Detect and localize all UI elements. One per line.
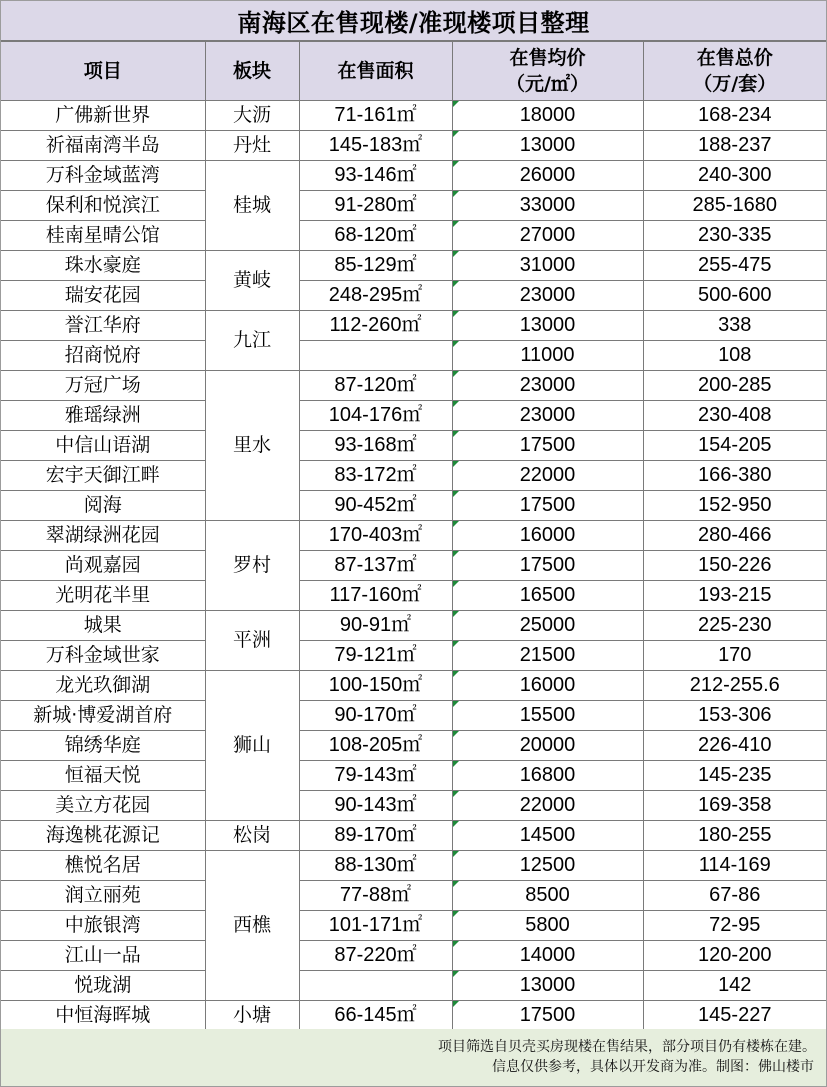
cell-project: 祈福南湾半岛 <box>1 131 205 161</box>
cell-area: 108-205㎡ <box>299 731 452 761</box>
cell-total-price: 338 <box>643 311 826 341</box>
cell-total-price: 230-408 <box>643 401 826 431</box>
cell-total-price: 114-169 <box>643 851 826 881</box>
cell-avg-price: 15500 <box>452 701 643 731</box>
projects-table <box>1 41 826 1031</box>
cell-area: 87-120㎡ <box>299 371 452 401</box>
cell-avg-price: 22000 <box>452 461 643 491</box>
cell-block: 黄岐 <box>205 251 299 311</box>
cell-project: 万科金域世家 <box>1 641 205 671</box>
table-row <box>1 251 826 281</box>
cell-area: 90-170㎡ <box>299 701 452 731</box>
cell-total-price: 169-358 <box>643 791 826 821</box>
cell-avg-price: 17500 <box>452 431 643 461</box>
cell-avg-price: 23000 <box>452 371 643 401</box>
cell-project: 锦绣华庭 <box>1 731 205 761</box>
table-row <box>1 881 826 911</box>
table-row <box>1 161 826 191</box>
cell-total-price: 225-230 <box>643 611 826 641</box>
table-row <box>1 221 826 251</box>
cell-total-price: 193-215 <box>643 581 826 611</box>
cell-avg-price: 16000 <box>452 671 643 701</box>
cell-block: 松岗 <box>205 821 299 851</box>
cell-avg-price: 13000 <box>452 131 643 161</box>
cell-area: 90-91㎡ <box>299 611 452 641</box>
cell-area: 91-280㎡ <box>299 191 452 221</box>
table-row <box>1 671 826 701</box>
cell-project: 中旅银湾 <box>1 911 205 941</box>
cell-total-price: 200-285 <box>643 371 826 401</box>
cell-total-price: 154-205 <box>643 431 826 461</box>
table-row <box>1 461 826 491</box>
cell-avg-price: 17500 <box>452 1001 643 1031</box>
cell-total-price: 226-410 <box>643 731 826 761</box>
cell-avg-price: 14000 <box>452 941 643 971</box>
cell-avg-price: 31000 <box>452 251 643 281</box>
cell-avg-price: 26000 <box>452 161 643 191</box>
header-area: 在售面积 <box>299 42 452 101</box>
cell-block: 平洲 <box>205 611 299 671</box>
cell-project: 樵悦名居 <box>1 851 205 881</box>
table-row <box>1 101 826 131</box>
cell-avg-price: 16800 <box>452 761 643 791</box>
cell-total-price: 67-86 <box>643 881 826 911</box>
cell-avg-price: 23000 <box>452 401 643 431</box>
header-total-price <box>643 42 826 101</box>
cell-total-price: 150-226 <box>643 551 826 581</box>
header-block: 板块 <box>205 42 299 101</box>
cell-project: 招商悦府 <box>1 341 205 371</box>
cell-area: 83-172㎡ <box>299 461 452 491</box>
cell-avg-price: 14500 <box>452 821 643 851</box>
table-row <box>1 581 826 611</box>
table-row <box>1 911 826 941</box>
cell-area: 79-143㎡ <box>299 761 452 791</box>
table-row <box>1 431 826 461</box>
header-total-price-line2: （万/套） <box>693 73 777 95</box>
table-header-row <box>1 42 826 101</box>
cell-area: 88-130㎡ <box>299 851 452 881</box>
table-row <box>1 401 826 431</box>
footer-line-2: 信息仅供参考，具体以开发商为准。制图：佛山楼市 <box>492 1059 814 1075</box>
cell-project: 江山一品 <box>1 941 205 971</box>
cell-project: 珠水豪庭 <box>1 251 205 281</box>
cell-area: 90-143㎡ <box>299 791 452 821</box>
header-project: 项目 <box>1 42 205 101</box>
cell-avg-price: 20000 <box>452 731 643 761</box>
cell-total-price: 285-1680 <box>643 191 826 221</box>
header-total-price-line1: 在售总价 <box>696 47 773 69</box>
cell-area: 101-171㎡ <box>299 911 452 941</box>
cell-total-price: 212-255.6 <box>643 671 826 701</box>
cell-area: 93-146㎡ <box>299 161 452 191</box>
table-body <box>1 101 826 1031</box>
table-row <box>1 281 826 311</box>
cell-avg-price: 23000 <box>452 281 643 311</box>
table-row <box>1 131 826 161</box>
table-row <box>1 341 826 371</box>
cell-project: 翠湖绿洲花园 <box>1 521 205 551</box>
cell-total-price: 168-234 <box>643 101 826 131</box>
cell-area: 100-150㎡ <box>299 671 452 701</box>
cell-block: 丹灶 <box>205 131 299 161</box>
header-avg-price <box>452 42 643 101</box>
cell-avg-price: 18000 <box>452 101 643 131</box>
cell-total-price: 108 <box>643 341 826 371</box>
table-row <box>1 371 826 401</box>
cell-avg-price: 16500 <box>452 581 643 611</box>
cell-block: 大沥 <box>205 101 299 131</box>
cell-area <box>299 971 452 1001</box>
cell-block: 罗村 <box>205 521 299 611</box>
cell-total-price: 120-200 <box>643 941 826 971</box>
cell-total-price: 152-950 <box>643 491 826 521</box>
footer-line-1: 项目筛选自贝壳买房现楼在售结果，部分项目仍有楼栋在建。 <box>438 1039 816 1055</box>
table-row <box>1 611 826 641</box>
cell-project: 瑞安花园 <box>1 281 205 311</box>
cell-avg-price: 25000 <box>452 611 643 641</box>
cell-project: 宏宇天御江畔 <box>1 461 205 491</box>
table-row <box>1 491 826 521</box>
cell-area: 71-161㎡ <box>299 101 452 131</box>
cell-project: 誉江华府 <box>1 311 205 341</box>
table-row <box>1 701 826 731</box>
cell-area <box>299 341 452 371</box>
cell-avg-price: 22000 <box>452 791 643 821</box>
header-avg-price-line2: （元/㎡） <box>506 73 589 95</box>
cell-total-price: 170 <box>643 641 826 671</box>
cell-avg-price: 13000 <box>452 311 643 341</box>
cell-area: 170-403㎡ <box>299 521 452 551</box>
cell-avg-price: 17500 <box>452 491 643 521</box>
cell-project: 海逸桃花源记 <box>1 821 205 851</box>
cell-area: 87-220㎡ <box>299 941 452 971</box>
table-row <box>1 851 826 881</box>
cell-project: 雅瑶绿洲 <box>1 401 205 431</box>
cell-block: 九江 <box>205 311 299 371</box>
table-row <box>1 191 826 221</box>
cell-project: 恒福天悦 <box>1 761 205 791</box>
cell-area: 87-137㎡ <box>299 551 452 581</box>
cell-area: 248-295㎡ <box>299 281 452 311</box>
cell-project: 龙光玖御湖 <box>1 671 205 701</box>
cell-project: 万科金域蓝湾 <box>1 161 205 191</box>
cell-project: 保利和悦滨江 <box>1 191 205 221</box>
table-row <box>1 1001 826 1031</box>
cell-avg-price: 12500 <box>452 851 643 881</box>
table-row <box>1 761 826 791</box>
cell-total-price: 280-466 <box>643 521 826 551</box>
cell-project: 桂南星晴公馆 <box>1 221 205 251</box>
cell-project: 万冠广场 <box>1 371 205 401</box>
cell-total-price: 500-600 <box>643 281 826 311</box>
cell-project: 悦珑湖 <box>1 971 205 1001</box>
cell-total-price: 255-475 <box>643 251 826 281</box>
cell-project: 尚观嘉园 <box>1 551 205 581</box>
cell-avg-price: 13000 <box>452 971 643 1001</box>
cell-project: 中信山语湖 <box>1 431 205 461</box>
cell-block: 里水 <box>205 371 299 521</box>
cell-avg-price: 11000 <box>452 341 643 371</box>
cell-total-price: 142 <box>643 971 826 1001</box>
table-row <box>1 731 826 761</box>
table-row <box>1 551 826 581</box>
cell-avg-price: 27000 <box>452 221 643 251</box>
cell-area: 85-129㎡ <box>299 251 452 281</box>
cell-area: 104-176㎡ <box>299 401 452 431</box>
cell-project: 润立丽苑 <box>1 881 205 911</box>
cell-area: 145-183㎡ <box>299 131 452 161</box>
cell-block: 桂城 <box>205 161 299 251</box>
cell-area: 117-160㎡ <box>299 581 452 611</box>
cell-avg-price: 21500 <box>452 641 643 671</box>
cell-project: 城果 <box>1 611 205 641</box>
cell-project: 中恒海晖城 <box>1 1001 205 1031</box>
table-row <box>1 311 826 341</box>
table-row <box>1 641 826 671</box>
cell-total-price: 145-235 <box>643 761 826 791</box>
cell-block: 小塘 <box>205 1001 299 1031</box>
cell-avg-price: 16000 <box>452 521 643 551</box>
page-title: 南海区在售现楼/准现楼项目整理 <box>1 1 826 41</box>
cell-project: 广佛新世界 <box>1 101 205 131</box>
cell-total-price: 188-237 <box>643 131 826 161</box>
cell-total-price: 166-380 <box>643 461 826 491</box>
table-row <box>1 821 826 851</box>
cell-total-price: 153-306 <box>643 701 826 731</box>
header-avg-price-line1: 在售均价 <box>509 47 586 69</box>
cell-area: 79-121㎡ <box>299 641 452 671</box>
footer-note <box>1 1029 826 1086</box>
cell-project: 阅海 <box>1 491 205 521</box>
table-row <box>1 941 826 971</box>
cell-total-price: 180-255 <box>643 821 826 851</box>
cell-block: 狮山 <box>205 671 299 821</box>
cell-total-price: 72-95 <box>643 911 826 941</box>
cell-project: 新城·博爱湖首府 <box>1 701 205 731</box>
cell-area: 90-452㎡ <box>299 491 452 521</box>
cell-project: 美立方花园 <box>1 791 205 821</box>
cell-area: 68-120㎡ <box>299 221 452 251</box>
cell-area: 66-145㎡ <box>299 1001 452 1031</box>
cell-project: 光明花半里 <box>1 581 205 611</box>
table-row <box>1 791 826 821</box>
cell-area: 77-88㎡ <box>299 881 452 911</box>
table-row <box>1 971 826 1001</box>
cell-total-price: 230-335 <box>643 221 826 251</box>
cell-total-price: 145-227 <box>643 1001 826 1031</box>
cell-area: 89-170㎡ <box>299 821 452 851</box>
cell-avg-price: 8500 <box>452 881 643 911</box>
cell-area: 93-168㎡ <box>299 431 452 461</box>
cell-area: 112-260㎡ <box>299 311 452 341</box>
cell-total-price: 240-300 <box>643 161 826 191</box>
cell-avg-price: 5800 <box>452 911 643 941</box>
table-row <box>1 521 826 551</box>
cell-avg-price: 33000 <box>452 191 643 221</box>
cell-block: 西樵 <box>205 851 299 1001</box>
cell-avg-price: 17500 <box>452 551 643 581</box>
